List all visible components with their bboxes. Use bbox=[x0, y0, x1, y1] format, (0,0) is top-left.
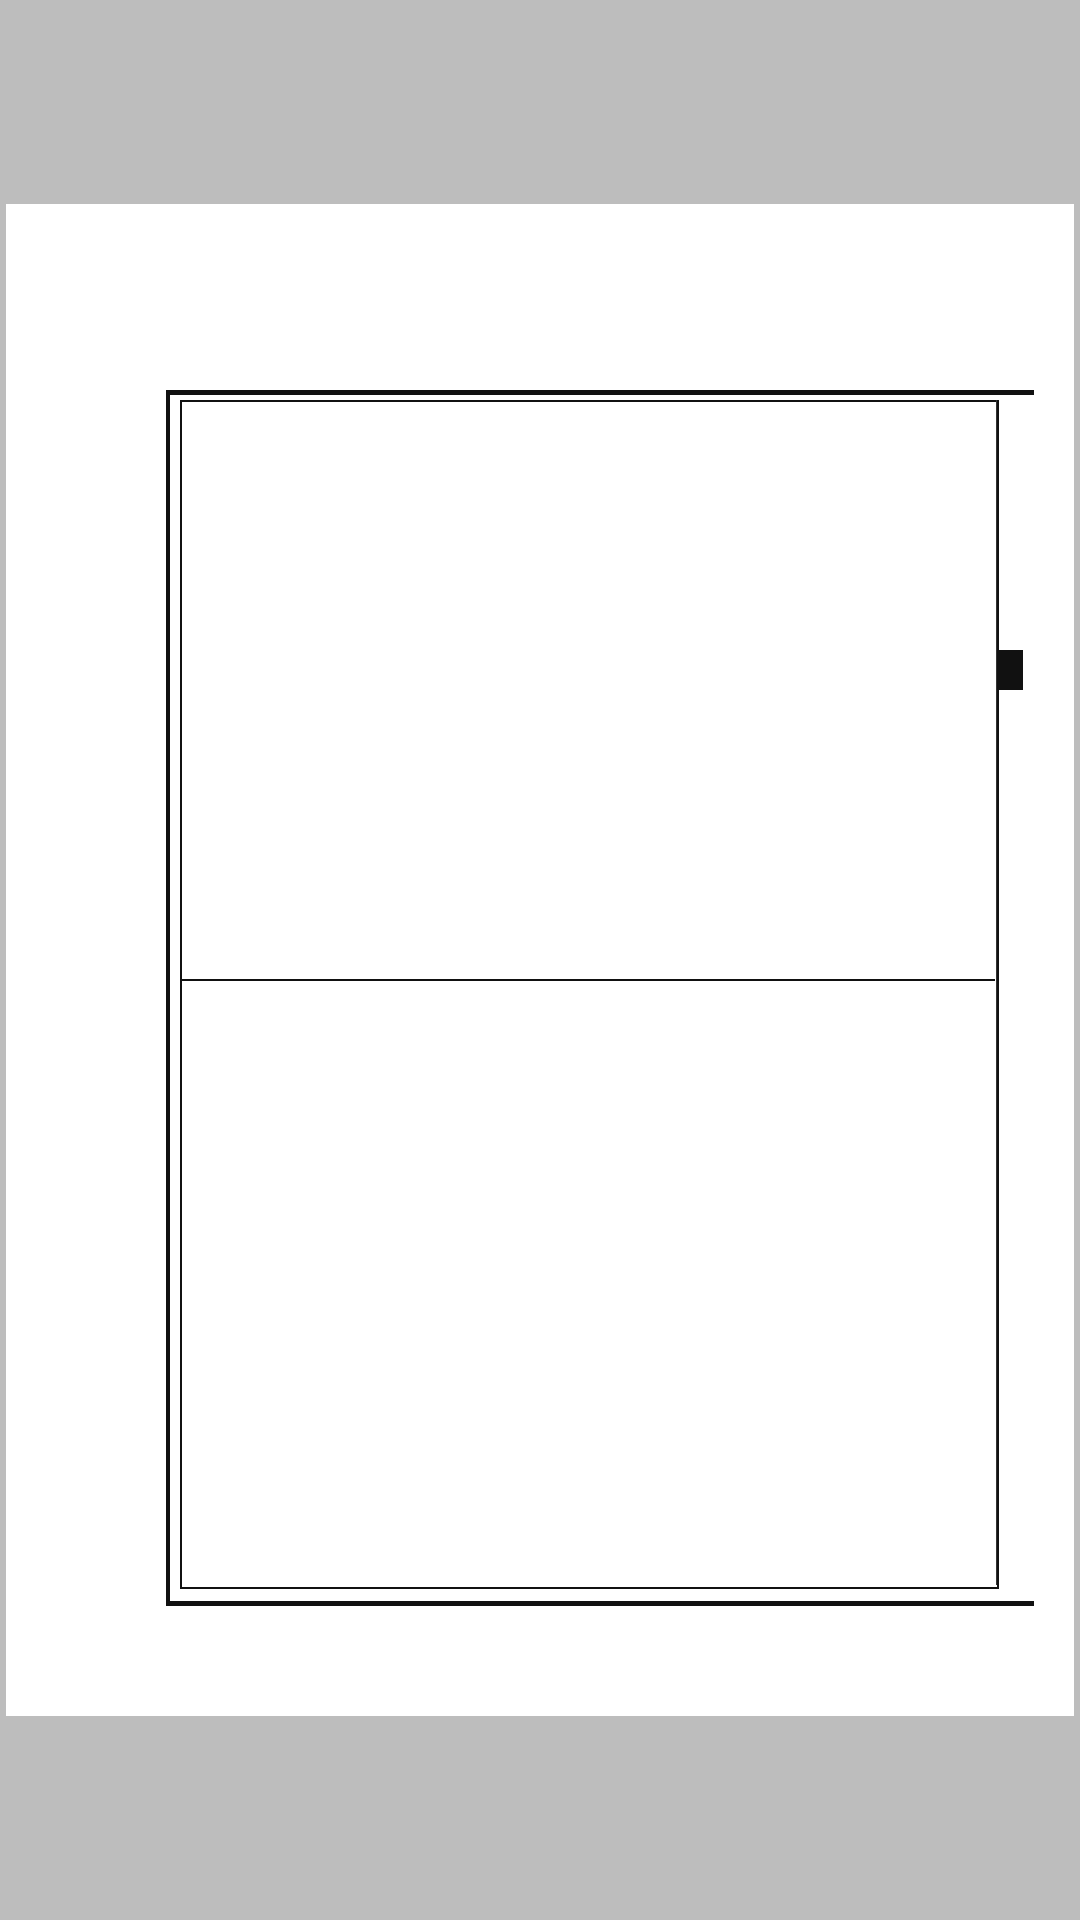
document-page bbox=[6, 204, 1074, 1716]
adjacent-page-edge bbox=[996, 400, 1031, 1585]
inner-frame bbox=[180, 400, 999, 1589]
section-divider bbox=[180, 979, 995, 981]
adjacent-page-block bbox=[997, 650, 1023, 690]
